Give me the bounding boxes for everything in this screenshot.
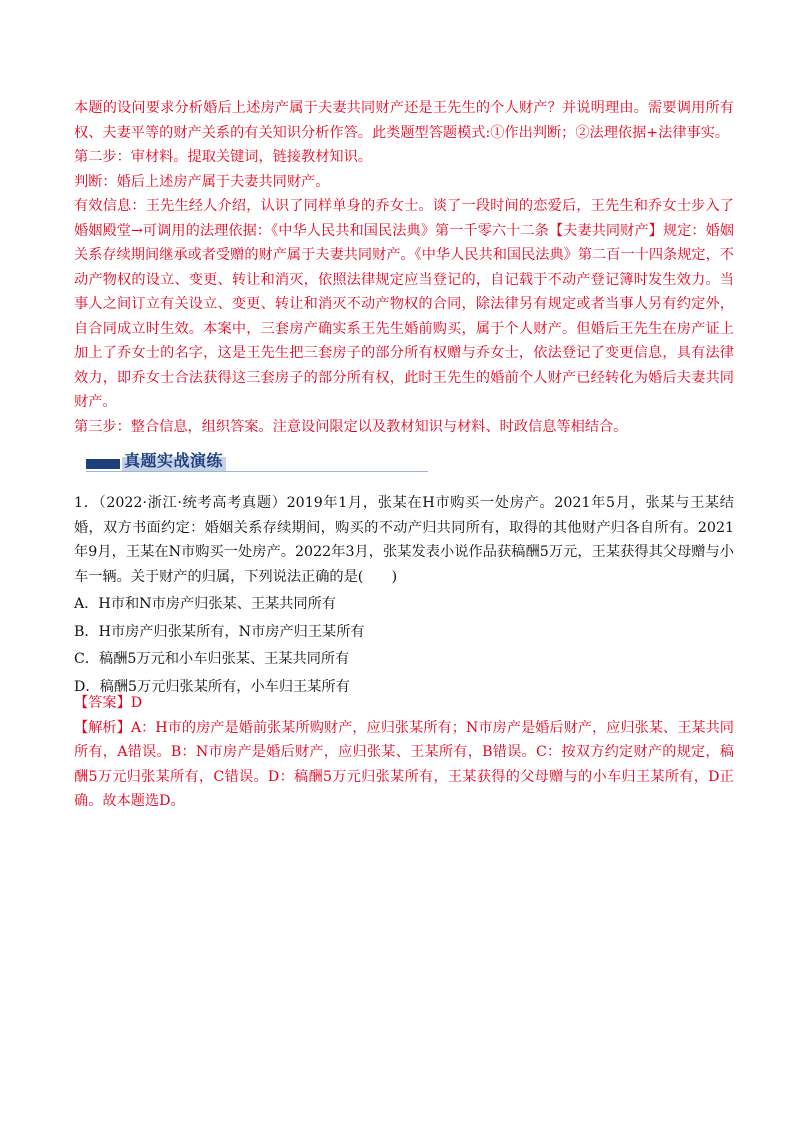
section-divider (86, 471, 428, 472)
answer-block (74, 691, 734, 814)
question-option-c: C．稿酬5万元和小车归张某、王某共同所有 (74, 651, 350, 667)
analysis-paragraph: 判断：婚后上述房产属于夫妻共同财产。 (74, 173, 330, 190)
section-header-bar-icon (86, 459, 120, 469)
question-block (74, 491, 734, 699)
answer-line: 【答案】D (74, 695, 143, 711)
question-stem: 1．（2022·浙江·统考高考真题）2019年1月，张某在H市购买一处房产。2021年5月，张某与王某结婚，双方书面约定：婚姻关系存续期间，购买的不动产归共同所有，取得的其他财产归各自所有。2021年9月，王某在N市购买一处房产。2022年3月，张某发表小说作品获稿酬5万元，王某获得其父母赠与小车一辆。关于财产的归属，下列说法正确的是( ) (74, 495, 734, 585)
section-title: 真题实战演练 (122, 448, 226, 471)
analysis-paragraph: 第二步：审材料。提取关键词，链接教材知识。 (74, 149, 372, 165)
section-header (86, 447, 428, 473)
analysis-paragraph: 本题的设问要求分析婚后上述房产属于夫妻共同财产还是王先生的个人财产？并说明理由。需要调用所有权、夫妻平等的财产关系的有关知识分析作答。此类题型答题模式:①作出判断；②法理依据+法律事实。 (74, 100, 734, 141)
analysis-block (74, 96, 734, 439)
answer-explanation: 【解析】A：H市的房产是婚前张某所购财产，应归张某所有；N市房产是婚后财产，应归张某、王某共同所有，A错误。B：N市房产是婚后财产，应归张某、王某所有，B错误。C：按双方约定财产的规定，稿酬5万元归张某所有，C错误。D：稿酬5万元归张某所有，王某获得的父母赠与的小车归王某所有，D正确。故本题选D。 (74, 719, 734, 809)
question-option-b: B．H市房产归张某所有，N市房产归王某所有 (74, 623, 365, 640)
analysis-paragraph: 第三步：整合信息，组织答案。注意设问限定以及教材知识与材料、时政信息等相结合。 (74, 418, 628, 435)
question-option-d: D．稿酬5万元归张某所有，小车归王某所有 (74, 678, 350, 695)
analysis-paragraph: 有效信息：王先生经人介绍，认识了同样单身的乔女士。谈了一段时间的恋爱后，王先生和乔女士步入了婚姻殿堂→可调用的法理依据：《中华人民共和国民法典》第一千零六十二条【夫妻共同财产】规定：婚姻关系存续期间继承或者受赠的财产属于夫妻共同财产。《中华人民共和国民法典》第二百一十四条规定，不动产物权的设立、变更、转让和消灭，依照法律规定应当登记的，自记载于不动产登记簿时发生效力。当事人之间订立有关设立、变更、转让和消灭不动产物权的合同，除法律另有规定或者当事人另有约定外，自合同成立时生效。本案中，三套房产确实系王先生婚前购买，属于个人财产。但婚后王先生在房产证上加上了乔女士的名字，这是王先生把三套房子的部分所有权赠与乔女士，依法登记了变更信息，具有法律效力，即乔女士合法获得这三套房子的部分所有权，此时王先生的婚前个人财产已经转化为婚后夫妻共同财产。 (74, 198, 734, 410)
question-option-a: A．H市和N市房产归张某、王某共同所有 (74, 596, 337, 612)
